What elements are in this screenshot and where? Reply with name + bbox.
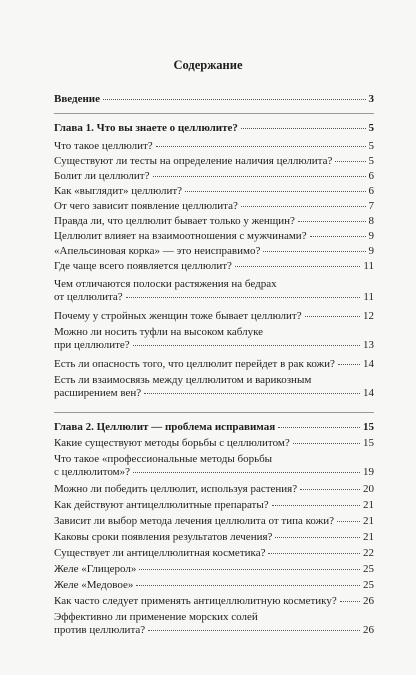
toc-label: Введение xyxy=(54,93,101,105)
toc-entry xyxy=(54,260,374,273)
toc-label: Как действуют антицеллюлитные препараты? xyxy=(54,499,269,511)
toc-page-number: 14 xyxy=(363,387,374,399)
toc-entry xyxy=(54,563,374,576)
toc-label: Где чаще всего появляется целлюлит? xyxy=(54,260,232,272)
toc-page-number: 21 xyxy=(363,499,374,511)
toc-entry xyxy=(54,611,374,637)
toc-label: Как «выглядит» целлюлит? xyxy=(54,185,183,197)
toc-page-number: 26 xyxy=(363,595,374,607)
toc-page-number: 25 xyxy=(363,563,374,575)
toc-label: Что такое целлюлит? xyxy=(54,140,153,152)
toc-page-number: 19 xyxy=(363,466,374,478)
toc-page-number: 9 xyxy=(368,230,374,242)
toc-page-number: 5 xyxy=(368,155,374,167)
toc-entry xyxy=(54,215,374,228)
toc-label: Существует ли антицеллюлитная косметика? xyxy=(54,547,266,559)
toc-page-number: 21 xyxy=(363,531,374,543)
toc-entry xyxy=(54,358,374,371)
toc-entry xyxy=(54,531,374,544)
toc-label: Целлюлит влияет на взаимоотношения с мужчинами? xyxy=(54,230,307,242)
toc-label: Что такое «профессиональные методы борьбы xyxy=(54,453,273,465)
toc-page-number: 25 xyxy=(363,579,374,591)
divider xyxy=(54,412,374,413)
toc-entry-intro xyxy=(54,93,374,106)
divider xyxy=(54,113,374,114)
toc-page-number: 5 xyxy=(368,122,374,134)
toc-page-number: 11 xyxy=(363,260,374,272)
toc-page-number: 5 xyxy=(368,140,374,152)
toc-label: Есть ли взаимосвязь между целлюлитом и варикозным xyxy=(54,374,312,386)
toc-label: Желе «Глицерол» xyxy=(54,563,137,575)
toc-label: от целлюлита? xyxy=(54,291,123,303)
toc-label: расширением вен? xyxy=(54,387,142,399)
toc-page-number: 8 xyxy=(368,215,374,227)
toc-label: Правда ли, что целлюлит бывает только у женщин? xyxy=(54,215,295,227)
toc-entry xyxy=(54,278,374,304)
toc-entry xyxy=(54,499,374,512)
toc-entry xyxy=(54,374,374,400)
toc-entry xyxy=(54,579,374,592)
page-title: Содержание xyxy=(173,58,243,72)
toc-entry-chapter-2 xyxy=(54,421,374,434)
toc-entry-chapter-1 xyxy=(54,122,374,135)
toc-entry xyxy=(54,595,374,608)
toc-label: против целлюлита? xyxy=(54,624,146,636)
toc-label: «Апельсиновая корка» — это неисправимо? xyxy=(54,245,261,257)
toc-label: Зависит ли выбор метода лечения целлюлита от типа кожи? xyxy=(54,515,335,527)
toc-entry xyxy=(54,170,374,183)
toc-label: Существуют ли тесты на определение наличия целлюлита? xyxy=(54,155,333,167)
toc-label: Можно ли носить туфли на высоком каблуке xyxy=(54,326,264,338)
toc-label: Чем отличаются полоски растяжения на бедрах xyxy=(54,278,277,290)
toc-label: Желе «Медовое» xyxy=(54,579,134,591)
toc-entry xyxy=(54,515,374,528)
toc-page-number: 3 xyxy=(368,93,374,105)
toc-label: Каковы сроки появления результатов лечения? xyxy=(54,531,273,543)
toc-label: От чего зависит появление целлюлита? xyxy=(54,200,238,212)
toc-label: Глава 1. Что вы знаете о целлюлите? xyxy=(54,122,238,134)
toc-page-number: 20 xyxy=(363,483,374,495)
toc-entry xyxy=(54,185,374,198)
toc-page-number: 11 xyxy=(363,291,374,303)
toc-label: Эффективно ли применение морских солей xyxy=(54,611,258,623)
toc-page-number: 13 xyxy=(363,339,374,351)
toc-page-number: 22 xyxy=(363,547,374,559)
toc-entry xyxy=(54,200,374,213)
toc-page-number: 15 xyxy=(363,437,374,449)
toc-entry xyxy=(54,547,374,560)
toc-page-number: 6 xyxy=(368,185,374,197)
toc-label: Почему у стройных женщин тоже бывает целлюлит? xyxy=(54,310,302,322)
toc-entry xyxy=(54,326,374,352)
toc-page-number: 7 xyxy=(368,200,374,212)
toc-page-number: 12 xyxy=(363,310,374,322)
toc-entry xyxy=(54,483,374,496)
toc-page-number: 9 xyxy=(368,245,374,257)
toc-label: Глава 2. Целлюлит — проблема исправимая xyxy=(54,421,276,433)
toc-label: Есть ли опасность того, что целлюлит перейдет в рак кожи? xyxy=(54,358,335,370)
toc-entry xyxy=(54,230,374,243)
toc-label: Какие существуют методы борьбы с целлюлитом? xyxy=(54,437,290,449)
toc-label: Болит ли целлюлит? xyxy=(54,170,150,182)
toc-label: Как часто следует применять антицеллюлитную косметику? xyxy=(54,595,337,607)
toc-entry xyxy=(54,245,374,258)
toc-entry xyxy=(54,155,374,168)
toc-page-number: 14 xyxy=(363,358,374,370)
toc-entry xyxy=(54,437,374,450)
toc-page-number: 6 xyxy=(368,170,374,182)
toc-entry xyxy=(54,310,374,323)
toc-page-number: 15 xyxy=(363,421,374,433)
toc-label: Можно ли победить целлюлит, используя растения? xyxy=(54,483,298,495)
toc-entry xyxy=(54,140,374,153)
toc-label: с целлюлитом»? xyxy=(54,466,130,478)
toc-page-number: 26 xyxy=(363,624,374,636)
toc-entry xyxy=(54,453,374,479)
toc-label: при целлюлите? xyxy=(54,339,130,351)
toc-page-number: 21 xyxy=(363,515,374,527)
